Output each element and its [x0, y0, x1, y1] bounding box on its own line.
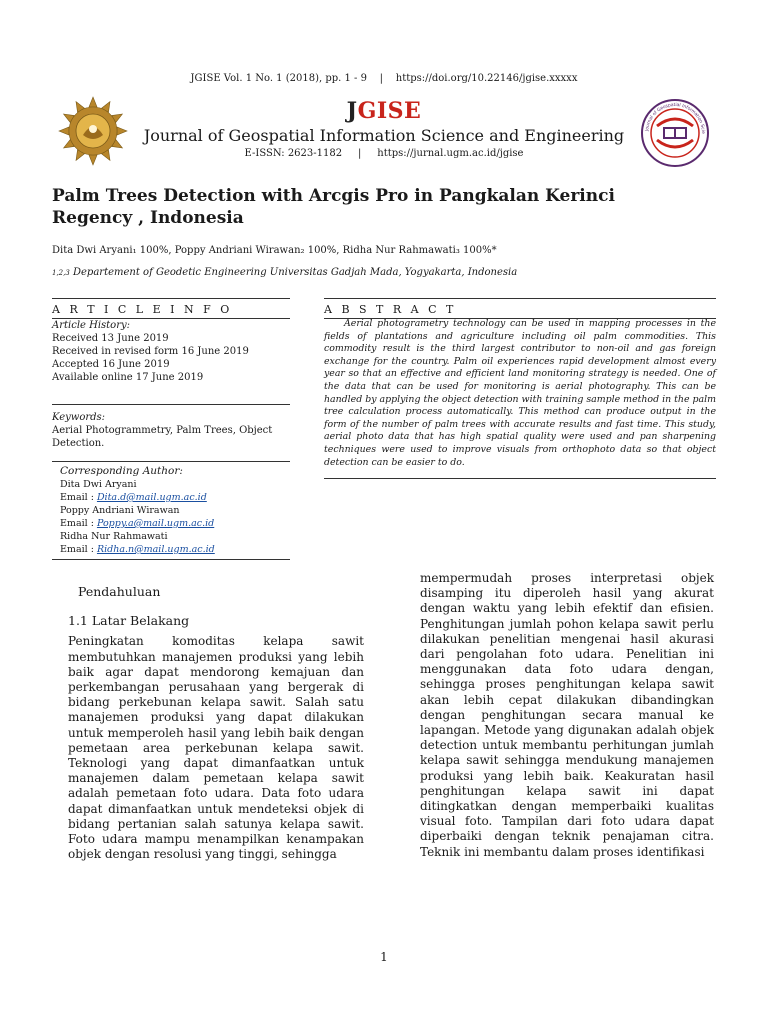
abstract-heading: A B S T R A C T — [324, 303, 457, 316]
affiliation-mark: 1,2,3 — [52, 269, 70, 277]
email-label: Email : — [60, 492, 97, 503]
email-link[interactable]: Dita.d@mail.ugm.ac.id — [96, 492, 207, 503]
date-revised: Received in revised form 16 June 2019 — [52, 346, 249, 357]
citation-line — [0, 73, 768, 84]
journal-url[interactable]: https://jurnal.ugm.ac.id/jgise — [377, 148, 524, 159]
paper-title: Palm Trees Detection with Arcgis Pro in Pangkalan Kerinci Regency , Indonesia — [52, 186, 615, 228]
brand-j: J — [346, 98, 358, 124]
author-name: Poppy Andriani Wirawan — [60, 505, 180, 516]
section-heading: Pendahuluan — [78, 584, 161, 599]
divider — [52, 559, 290, 560]
brand-gise: GISE — [357, 98, 422, 124]
abstract-text: Aerial photogrametry technology can be used in mapping processes in the fields of plantations and agriculture including oil palm commodities. This commodity result is the third largest contributor to non-oil and gas foreign exchange for the country. Palm oil experiences rapid development almost every year so that an effective and efficient land monitoring strategy is needed. One of the data that can be used for monitoring is aerial photography. This can be handled by applying the object detection with training sample method in the palm tree calculation process automatically. This method can produce output in the form of the number of palm trees with accurate results and fast time. This study, aerial photo data that has high spatial quality were used and pan sharpening techniques were used to improve visuals from orthophoto data so that object detection can be easier to do. — [324, 318, 716, 468]
date-accepted: Accepted 16 June 2019 — [52, 359, 170, 370]
keywords-block — [52, 411, 288, 450]
page-number: 1 — [380, 950, 388, 964]
body-paragraph: Peningkatan komoditas kelapa sawit membutuhkan manajemen produksi yang lebih baik agar dapat mendorong kemajuan dan perkembangan perusahaan yang bergerak di bidang perkebunan kelapa sawit. Salah satu manajemen produksi yang dapat dilakukan untuk memperoleh hasil yang lebih baik dengan pemetaan area perkebunan kelapa sawit. Teknologi yang dapat dimanfaatkan untuk manajemen dalam pemetaan kelapa sawit adalah pemetaan foto udara. Data foto udara dapat dimanfaatkan untuk mendeteksi objek di bidang pertanian salah satunya kelapa sawit. Foto udara mampu menampilkan kenampakan objek dengan resolusi yang tinggi, sehingga — [68, 634, 364, 862]
affiliation — [52, 267, 712, 278]
email-line — [52, 543, 288, 556]
history-label: Article History: — [52, 320, 131, 331]
affiliation-text: Departement of Geodetic Engineering Universitas Gadjah Mada, Yogyakarta, Indonesia — [73, 267, 518, 278]
citation-text: JGISE Vol. 1 No. 1 (2018), pp. 1 - 9 — [190, 73, 367, 84]
email-line — [52, 517, 288, 530]
issn-separator: | — [358, 148, 362, 159]
email-link[interactable]: Poppy.a@mail.ugm.ac.id — [96, 518, 215, 529]
divider — [52, 298, 290, 299]
body-paragraph: mempermudah proses interpretasi objek disamping itu diperoleh hasil yang akurat dengan waktu yang lebih efektif dan efisien. Penghitungan jumlah pohon kelapa sawit perlu dilakukan penelitian mengenai hasil akurasi dari pengolahan foto udara. Penelitian ini menggunakan data foto udara dengan, sehingga proses penghitungan kelapa sawit akan lebih cepat dilakukan dibandingkan dengan penghitungan secara manual ke lapangan. Metode yang digunakan adalah objek detection untuk membantu perhitungan jumlah kelapa sawit sehingga mendukung manajemen produksi yang lebih baik. Keakuratan hasil penghitungan kelapa sawit ini dapat ditingkatkan dengan memperbaiki kualitas visual foto. Tampilan dari foto udara dapat diperbaiki dengan teknik penajaman citra. Teknik ini membantu dalam proses identifikasi — [420, 571, 714, 859]
body-right-column — [420, 571, 714, 860]
corresponding-author — [52, 465, 288, 556]
divider — [52, 461, 290, 462]
email-link[interactable]: Ridha.n@mail.ugm.ac.id — [96, 544, 215, 555]
email-line — [52, 491, 288, 504]
journal-name: Journal of Geospatial Information Science and Engineering — [143, 126, 625, 145]
divider — [324, 298, 716, 299]
citation-separator: | — [379, 73, 384, 84]
date-received: Received 13 June 2019 — [52, 333, 169, 344]
article-info-heading: A R T I C L E I N F O — [52, 303, 233, 316]
subsection-heading: 1.1 Latar Belakang — [68, 613, 190, 629]
date-online: Available online 17 June 2019 — [52, 372, 204, 383]
email-label: Email : — [60, 544, 97, 555]
keywords-label: Keywords: — [52, 412, 106, 423]
logo-ring-text: Journal of Geospatial Information Scie — [645, 102, 706, 134]
body-left-column — [68, 584, 364, 862]
jgise-logo-icon — [640, 98, 710, 168]
divider — [52, 404, 290, 405]
doi-link[interactable]: https://doi.org/10.22146/jgise.xxxxx — [395, 73, 578, 84]
divider — [324, 478, 716, 479]
corresponding-heading: Corresponding Author: — [60, 465, 183, 477]
author-name: Ridha Nur Rahmawati — [60, 531, 168, 542]
author-name: Dita Dwi Aryani — [60, 479, 137, 490]
article-history — [52, 319, 288, 384]
email-label: Email : — [60, 518, 97, 529]
author-list: Dita Dwi Aryani₁ 100%, Poppy Andriani Wirawan₂ 100%, Ridha Nur Rahmawati₃ 100%* — [52, 245, 497, 256]
keywords: Aerial Photogrammetry, Palm Trees, Object Detection. — [52, 425, 273, 449]
issn: E-ISSN: 2623-1182 — [244, 148, 343, 159]
